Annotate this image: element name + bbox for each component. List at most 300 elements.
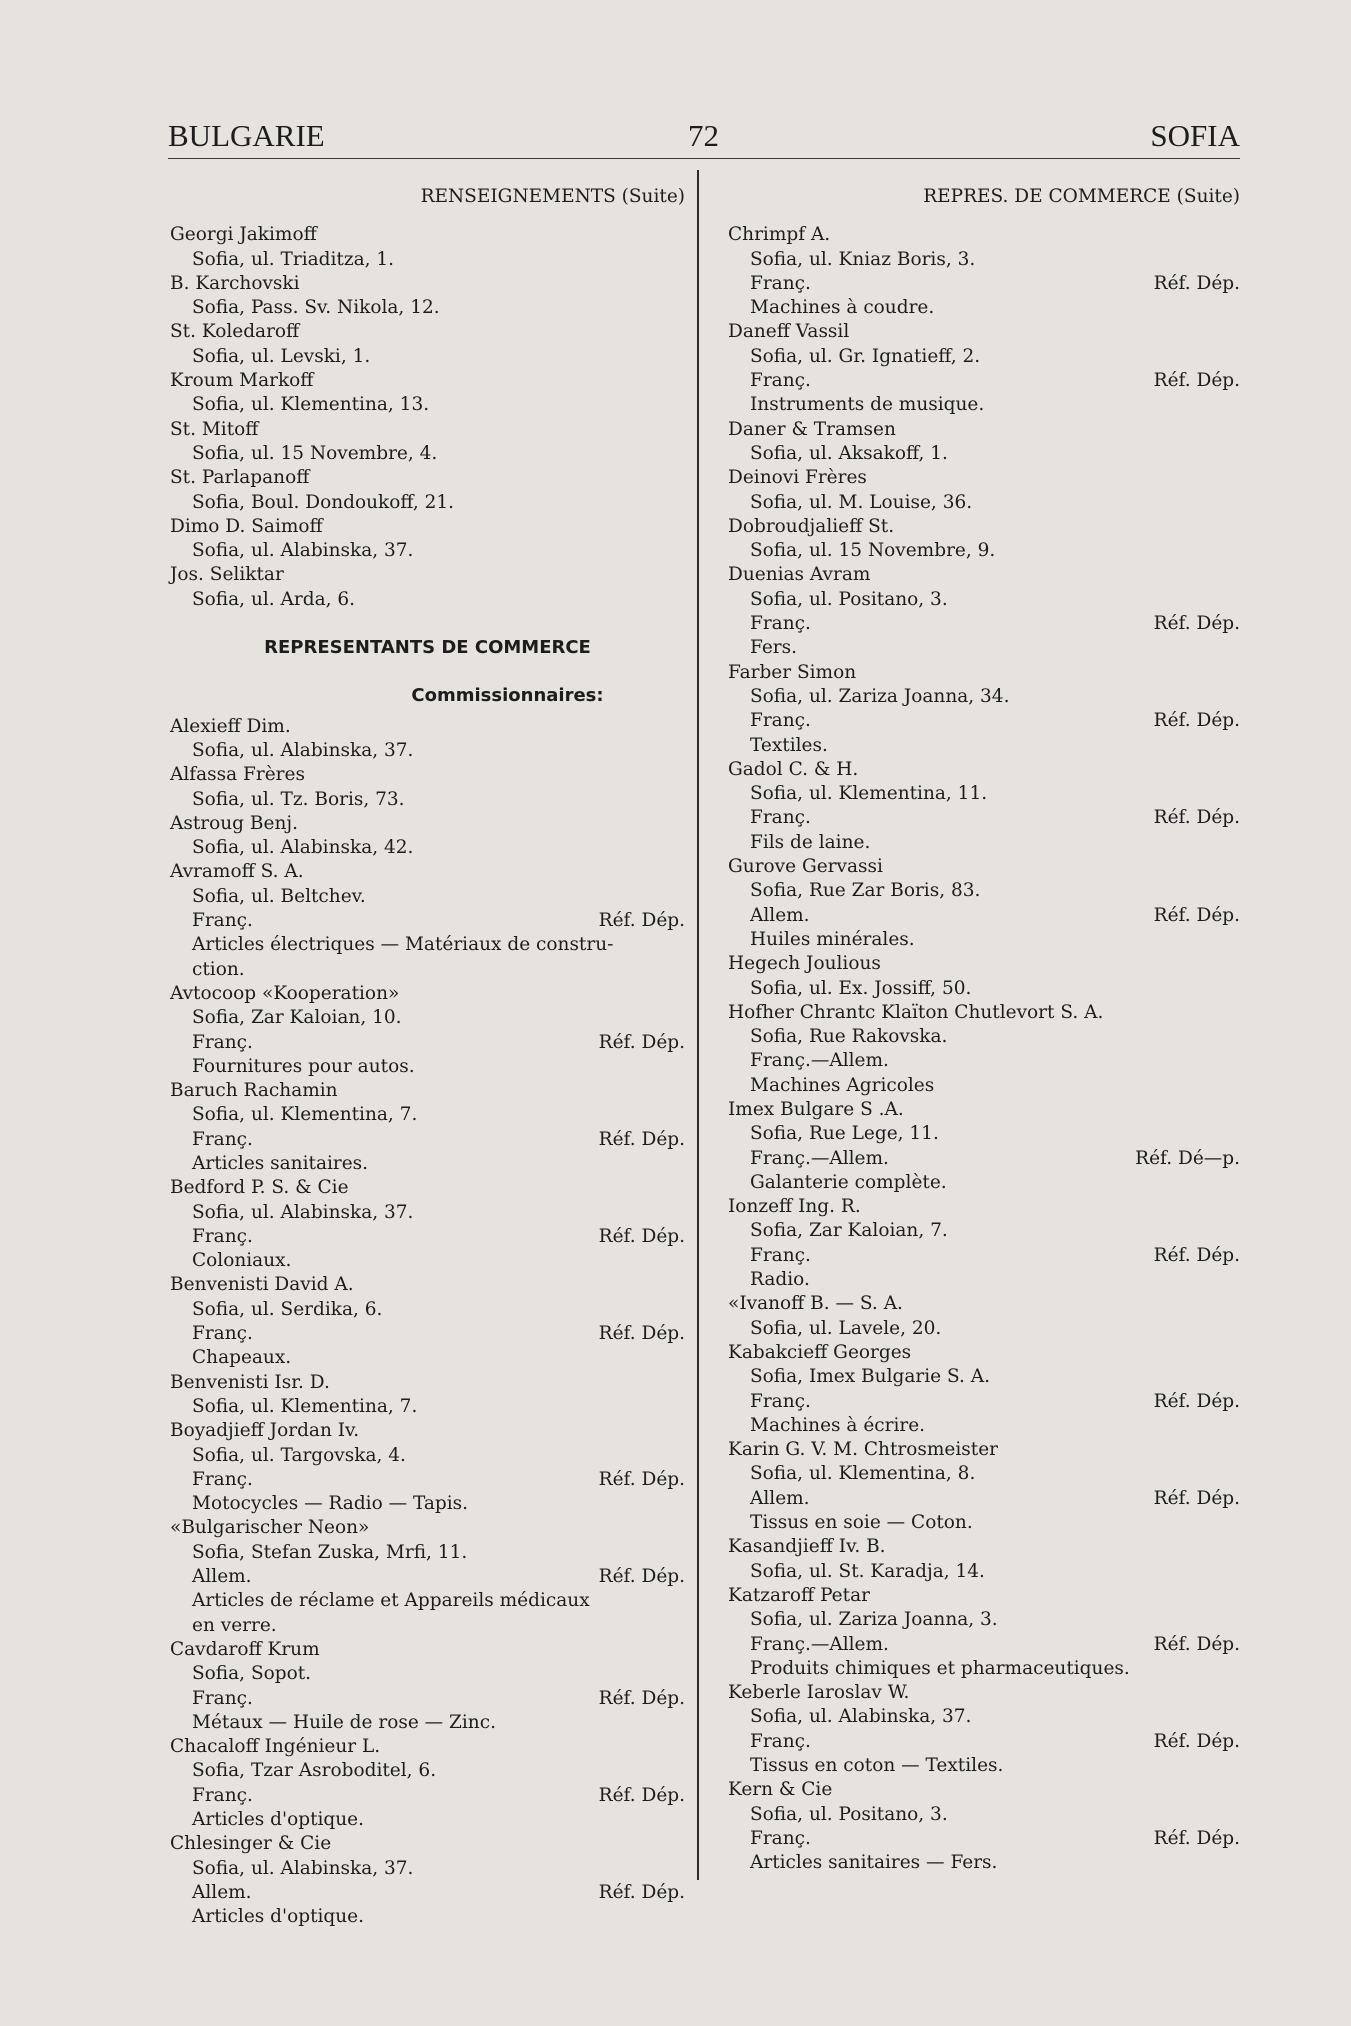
entry-detail-line bbox=[728, 612, 1240, 636]
entry-name-line bbox=[170, 860, 685, 884]
entry-detail-line bbox=[728, 296, 1240, 320]
line-text: Franç. bbox=[750, 710, 811, 732]
entry-detail-line bbox=[728, 928, 1240, 952]
entry-detail-line bbox=[728, 539, 1240, 563]
line-text: Imex Bulgare S .A. bbox=[728, 1098, 904, 1120]
entry-name-line bbox=[728, 661, 1240, 685]
line-text: Machines Agricoles bbox=[750, 1074, 935, 1096]
entry-name-line bbox=[170, 223, 685, 247]
line-text: Sofia, ul. Zariza Joanna, 34. bbox=[750, 685, 1010, 707]
entry-detail-line bbox=[170, 1128, 685, 1152]
reference-label: Réf. Dép. bbox=[1153, 370, 1240, 392]
entry-name-line bbox=[728, 1098, 1240, 1122]
line-text: Sofia, ul. 15 Novembre, 4. bbox=[192, 442, 438, 464]
line-text: Tissus en soie — Coton. bbox=[750, 1512, 973, 1534]
entry-detail-line bbox=[170, 442, 685, 466]
line-text: Sofia, ul. Lavele, 20. bbox=[750, 1317, 942, 1339]
entry-name-line bbox=[170, 418, 685, 442]
entry-detail-line bbox=[728, 879, 1240, 903]
line-text: Franç. bbox=[750, 1390, 811, 1412]
entry-detail-line bbox=[728, 1633, 1240, 1657]
line-text: Chapeaux. bbox=[192, 1347, 292, 1369]
line-text: Coloniaux. bbox=[192, 1250, 292, 1272]
line-text: St. Koledaroff bbox=[170, 321, 300, 343]
line-text: Articles sanitaires — Fers. bbox=[750, 1852, 998, 1874]
line-text: Jos. Seliktar bbox=[170, 564, 284, 586]
line-text: Machines à coudre. bbox=[750, 297, 935, 319]
line-text: Fers. bbox=[750, 637, 797, 659]
line-text: Franç.—Allem. bbox=[750, 1147, 889, 1169]
right-column bbox=[728, 185, 1240, 1875]
line-text: Daner & Tramsen bbox=[728, 418, 896, 440]
reference-label: Réf. Dép. bbox=[598, 1323, 685, 1345]
entry-detail-line bbox=[728, 1147, 1240, 1171]
entry-detail-line bbox=[728, 491, 1240, 515]
line-text: Alexieff Dim. bbox=[170, 715, 291, 737]
line-text: Farber Simon bbox=[728, 661, 857, 683]
entry-name-line bbox=[728, 1584, 1240, 1608]
reference-label: Réf. Dép. bbox=[598, 1225, 685, 1247]
entry-detail-line bbox=[170, 1249, 685, 1273]
line-text: Sofia, ul. Triaditza, 1. bbox=[192, 248, 395, 270]
line-text: en verre. bbox=[192, 1614, 277, 1636]
line-text: Sofia, ul. Klementina, 13. bbox=[192, 394, 430, 416]
entry-detail-line bbox=[728, 1268, 1240, 1292]
entry-name-line bbox=[170, 715, 685, 739]
entry-detail-line bbox=[170, 1589, 685, 1613]
entry-detail-line bbox=[170, 1346, 685, 1370]
entry-name-line bbox=[728, 1001, 1240, 1025]
entry-detail-line bbox=[170, 1687, 685, 1711]
entry-detail-line bbox=[170, 588, 685, 612]
line-text: Sofia, ul. Alabinska, 42. bbox=[192, 837, 414, 859]
entry-detail-line bbox=[728, 1511, 1240, 1535]
entry-name-line bbox=[728, 1535, 1240, 1559]
page-number: 72 bbox=[688, 118, 719, 153]
entry-detail-line bbox=[170, 296, 685, 320]
entry-detail-line bbox=[728, 831, 1240, 855]
right-entries bbox=[728, 223, 1240, 1875]
entry-name-line bbox=[170, 1516, 685, 1540]
entry-name-line bbox=[170, 1735, 685, 1759]
column-divider bbox=[697, 170, 699, 1880]
line-text: Sofia, ul. Serdika, 6. bbox=[192, 1298, 383, 1320]
entry-name-line bbox=[728, 223, 1240, 247]
entry-detail-line bbox=[170, 1614, 685, 1638]
entry-name-line bbox=[728, 418, 1240, 442]
reference-label: Réf. Dép. bbox=[1153, 1390, 1240, 1412]
page-header bbox=[168, 118, 1240, 158]
line-text: Gurove Gervassi bbox=[728, 856, 883, 878]
entry-detail-line bbox=[170, 1541, 685, 1565]
entry-detail-line bbox=[728, 1414, 1240, 1438]
entry-name-line bbox=[728, 320, 1240, 344]
entry-detail-line bbox=[170, 1444, 685, 1468]
line-text: Franç. bbox=[192, 1225, 253, 1247]
line-text: Hegech Joulious bbox=[728, 953, 881, 975]
entry-name-line bbox=[170, 563, 685, 587]
entry-detail-line bbox=[170, 1152, 685, 1176]
reference-label: Réf. Dép. bbox=[598, 910, 685, 932]
entry-detail-line bbox=[728, 1074, 1240, 1098]
entry-detail-line bbox=[728, 345, 1240, 369]
entry-detail-line bbox=[728, 1317, 1240, 1341]
entry-name-line bbox=[728, 1341, 1240, 1365]
entry-detail-line bbox=[728, 977, 1240, 1001]
entry-name-line bbox=[170, 1832, 685, 1856]
line-text: Sofia, ul. Beltchev. bbox=[192, 885, 366, 907]
line-text: Keberle Iaroslav W. bbox=[728, 1682, 910, 1704]
entry-name-line bbox=[170, 272, 685, 296]
line-text: Sofia, ul. Tz. Boris, 73. bbox=[192, 788, 405, 810]
line-text: Franç. bbox=[192, 1128, 253, 1150]
line-text: Deinovi Frères bbox=[728, 467, 867, 489]
reference-label: Réf. Dép. bbox=[598, 1566, 685, 1588]
line-text: Sofia, ul. Alabinska, 37. bbox=[750, 1706, 972, 1728]
line-text: Baruch Rachamin bbox=[170, 1080, 338, 1102]
line-text: Articles d'optique. bbox=[192, 1906, 365, 1928]
entry-detail-line bbox=[170, 345, 685, 369]
line-text: Sofia, ul. Alabinska, 37. bbox=[192, 739, 414, 761]
entry-detail-line bbox=[728, 782, 1240, 806]
reference-label: Réf. Dép. bbox=[598, 1468, 685, 1490]
entry-name-line bbox=[170, 812, 685, 836]
entry-detail-line bbox=[170, 788, 685, 812]
line-text: «Ivanoff B. — S. A. bbox=[728, 1293, 903, 1315]
entry-detail-line bbox=[728, 1705, 1240, 1729]
line-text: Katzaroff Petar bbox=[728, 1584, 870, 1606]
entry-detail-line bbox=[170, 1468, 685, 1492]
entry-name-line bbox=[170, 1273, 685, 1297]
entry-detail-line bbox=[170, 539, 685, 563]
line-text: Sofia, Rue Lege, 11. bbox=[750, 1123, 939, 1145]
spacer bbox=[170, 209, 685, 223]
line-text: Sofia, Rue Zar Boris, 83. bbox=[750, 880, 981, 902]
entry-name-line bbox=[728, 1195, 1240, 1219]
reference-label: Réf. Dép. bbox=[1153, 904, 1240, 926]
line-text: Franç. bbox=[192, 910, 253, 932]
entry-detail-line bbox=[728, 272, 1240, 296]
entry-detail-line bbox=[728, 393, 1240, 417]
line-text: Franç. bbox=[750, 1244, 811, 1266]
line-text: Galanterie complète. bbox=[750, 1171, 947, 1193]
line-text: Franç. bbox=[750, 370, 811, 392]
entry-detail-line bbox=[728, 1803, 1240, 1827]
line-text: Sofia, ul. Alabinska, 37. bbox=[192, 1857, 414, 1879]
line-text: Huiles minérales. bbox=[750, 928, 915, 950]
left-column bbox=[170, 185, 685, 1929]
reference-label: Réf. Dé—p. bbox=[1135, 1147, 1240, 1169]
line-text: Sofia, Zar Kaloian, 10. bbox=[192, 1007, 402, 1029]
line-text: Avramoff S. A. bbox=[170, 861, 304, 883]
reference-label: Réf. Dép. bbox=[598, 1784, 685, 1806]
line-text: Instruments de musique. bbox=[750, 394, 985, 416]
reference-label: Réf. Dép. bbox=[1153, 1633, 1240, 1655]
line-text: Ionzeff Ing. R. bbox=[728, 1196, 861, 1218]
entry-name-line bbox=[170, 1079, 685, 1103]
line-text: Articles d'optique. bbox=[192, 1809, 365, 1830]
entry-detail-line bbox=[170, 1006, 685, 1030]
entry-name-line bbox=[170, 466, 685, 490]
entry-detail-line bbox=[728, 588, 1240, 612]
line-text: Franç. bbox=[750, 272, 811, 294]
line-text: Franç. bbox=[192, 1323, 253, 1345]
entry-detail-line bbox=[170, 1225, 685, 1249]
line-text: Sofia, ul. Positano, 3. bbox=[750, 588, 948, 610]
entry-detail-line bbox=[728, 1462, 1240, 1486]
line-text: Textiles. bbox=[750, 734, 828, 756]
entry-detail-line bbox=[728, 1122, 1240, 1146]
entry-detail-line bbox=[728, 1657, 1240, 1681]
entry-name-line bbox=[170, 1638, 685, 1662]
line-text: Sofia, ul. Klementina, 8. bbox=[750, 1463, 976, 1485]
line-text: Sofia, ul. Gr. Ignatieff, 2. bbox=[750, 345, 981, 367]
reference-label: Réf. Dép. bbox=[1153, 1487, 1240, 1509]
entry-detail-line bbox=[170, 836, 685, 860]
line-text: Métaux — Huile de rose — Zinc. bbox=[192, 1711, 496, 1733]
line-text: Sofia, ul. Positano, 3. bbox=[750, 1803, 948, 1825]
line-text: Benvenisti Isr. D. bbox=[170, 1371, 330, 1393]
left-section-heading: RENSEIGNEMENTS (Suite) bbox=[420, 186, 685, 207]
line-text: St. Parlapanoff bbox=[170, 467, 310, 489]
line-text: Kern & Cie bbox=[728, 1779, 833, 1801]
entry-name-line bbox=[728, 1292, 1240, 1316]
entry-detail-line bbox=[728, 248, 1240, 272]
line-text: St. Mitoff bbox=[170, 418, 259, 440]
entry-detail-line bbox=[170, 1298, 685, 1322]
line-text: Astroug Benj. bbox=[170, 812, 298, 834]
entry-detail-line bbox=[170, 491, 685, 515]
entry-detail-line bbox=[170, 1808, 685, 1832]
left-entries-renseignements bbox=[170, 223, 685, 612]
line-text: Kabakcieff Georges bbox=[728, 1341, 912, 1363]
entry-detail-line bbox=[728, 1827, 1240, 1851]
entry-detail-line bbox=[170, 1857, 685, 1881]
entry-name-line bbox=[728, 1438, 1240, 1462]
entry-detail-line bbox=[170, 1031, 685, 1055]
spacer bbox=[170, 660, 685, 684]
line-text: Allem. bbox=[750, 904, 810, 926]
entry-detail-line bbox=[170, 393, 685, 417]
line-text: Sofia, Zar Kaloian, 7. bbox=[750, 1220, 948, 1242]
reference-label: Réf. Dép. bbox=[598, 1128, 685, 1150]
line-text: Articles électriques — Matériaux de constru- bbox=[192, 934, 614, 956]
line-text: Machines à écrire. bbox=[750, 1414, 926, 1436]
entry-name-line bbox=[170, 515, 685, 539]
line-text: Benvenisti David A. bbox=[170, 1274, 354, 1296]
line-text: Franç. bbox=[192, 1468, 253, 1490]
line-text: Articles de réclame et Appareils médicaux bbox=[192, 1590, 590, 1612]
line-text: ction. bbox=[192, 958, 245, 980]
header-city: SOFIA bbox=[1150, 118, 1240, 153]
reference-label: Réf. Dép. bbox=[1153, 272, 1240, 294]
reference-label: Réf. Dép. bbox=[598, 1687, 685, 1709]
line-text: Sofia, ul. Alabinska, 37. bbox=[192, 540, 414, 562]
line-text: Sofia, ul. Arda, 6. bbox=[192, 588, 356, 610]
entry-detail-line bbox=[170, 1881, 685, 1905]
line-text: Sofia, Imex Bulgarie S. A. bbox=[750, 1366, 990, 1388]
entry-name-line bbox=[170, 982, 685, 1006]
line-text: Sofia, Rue Rakovska. bbox=[750, 1026, 948, 1048]
line-text: Allem. bbox=[750, 1487, 810, 1509]
entry-name-line bbox=[728, 1681, 1240, 1705]
entry-detail-line bbox=[170, 1395, 685, 1419]
entry-detail-line bbox=[170, 1103, 685, 1127]
entry-detail-line bbox=[170, 248, 685, 272]
entry-detail-line bbox=[170, 1759, 685, 1783]
entry-detail-line bbox=[728, 734, 1240, 758]
line-text: Franç. bbox=[192, 1031, 253, 1053]
line-text: Fils de laine. bbox=[750, 831, 871, 853]
reference-label: Réf. Dép. bbox=[1153, 1244, 1240, 1266]
reference-label: Réf. Dép. bbox=[1153, 1730, 1240, 1752]
line-text: Chlesinger & Cie bbox=[170, 1833, 332, 1855]
entry-detail-line bbox=[728, 904, 1240, 928]
entry-detail-line bbox=[728, 1851, 1240, 1875]
line-text: Fournitures pour autos. bbox=[192, 1055, 415, 1077]
line-text: Bedford P. S. & Cie bbox=[170, 1177, 349, 1199]
line-text: Franç. bbox=[750, 1730, 811, 1752]
line-text: Franç. bbox=[750, 613, 811, 635]
entry-detail-line bbox=[170, 1565, 685, 1589]
entry-name-line bbox=[170, 320, 685, 344]
entry-detail-line bbox=[170, 933, 685, 957]
line-text: Sofia, ul. Ex. Jossiff, 50. bbox=[750, 977, 972, 999]
entry-name-line bbox=[170, 1371, 685, 1395]
line-text: Articles sanitaires. bbox=[192, 1152, 369, 1174]
reference-label: Réf. Dép. bbox=[1153, 613, 1240, 635]
entry-detail-line bbox=[170, 1784, 685, 1808]
reference-label: Réf. Dép. bbox=[598, 1031, 685, 1053]
line-text: Allem. bbox=[192, 1566, 252, 1588]
line-text: Franç.—Allem. bbox=[750, 1633, 889, 1655]
reference-label: Réf. Dép. bbox=[1153, 807, 1240, 829]
line-text: Motocycles — Radio — Tapis. bbox=[192, 1493, 469, 1515]
entry-detail-line bbox=[728, 685, 1240, 709]
entry-detail-line bbox=[170, 1201, 685, 1225]
entry-detail-line bbox=[170, 1905, 685, 1929]
entry-detail-line bbox=[728, 1025, 1240, 1049]
line-text: Hofher Chrantc Klaïton Chutlevort S. A. bbox=[728, 1001, 1104, 1023]
line-text: Franç.—Allem. bbox=[750, 1050, 889, 1072]
header-country: BULGARIE bbox=[168, 118, 325, 153]
line-text: Boyadjieff Jordan Iv. bbox=[170, 1420, 360, 1442]
line-text: Alfassa Frères bbox=[170, 764, 305, 786]
entry-detail-line bbox=[728, 636, 1240, 660]
line-text: Sofia, ul. Kniaz Boris, 3. bbox=[750, 248, 976, 270]
line-text: Sofia, ul. Aksakoff, 1. bbox=[750, 442, 948, 464]
line-text: Sofia, ul. Klementina, 7. bbox=[192, 1104, 418, 1126]
entry-detail-line bbox=[728, 1049, 1240, 1073]
line-text: Georgi Jakimoff bbox=[170, 224, 317, 246]
spacer bbox=[170, 612, 685, 636]
entry-name-line bbox=[170, 763, 685, 787]
line-text: Chacaloff Ingénieur L. bbox=[170, 1736, 381, 1758]
entry-detail-line bbox=[728, 1560, 1240, 1584]
line-text: Dobroudjalieff St. bbox=[728, 515, 895, 537]
line-text: Tissus en coton — Textiles. bbox=[750, 1755, 1004, 1776]
entry-name-line bbox=[728, 1778, 1240, 1802]
entry-detail-line bbox=[728, 1390, 1240, 1414]
entry-detail-line bbox=[728, 1244, 1240, 1268]
section-subtitle: Commissionnaires: bbox=[411, 685, 604, 707]
reference-label: Réf. Dép. bbox=[598, 1881, 685, 1903]
entry-name-line bbox=[170, 369, 685, 393]
entry-detail-line bbox=[170, 885, 685, 909]
line-text: Sofia, ul. Alabinska, 37. bbox=[192, 1201, 414, 1223]
line-text: Kroum Markoff bbox=[170, 370, 314, 392]
line-text: Gadol C. & H. bbox=[728, 758, 859, 780]
line-text: Sofia, ul. Klementina, 11. bbox=[750, 783, 988, 805]
header-rule bbox=[168, 158, 1240, 159]
line-text: Sofia, Tzar Asroboditel, 6. bbox=[192, 1760, 437, 1782]
line-text: Sofia, ul. Targovska, 4. bbox=[192, 1444, 406, 1466]
entry-detail-line bbox=[728, 806, 1240, 830]
entry-detail-line bbox=[728, 709, 1240, 733]
right-section-heading: REPRES. DE COMMERCE (Suite) bbox=[923, 186, 1240, 207]
entry-detail-line bbox=[170, 909, 685, 933]
line-text: Produits chimiques et pharmaceutiques. bbox=[750, 1657, 1130, 1679]
line-text: Franç. bbox=[750, 1827, 811, 1849]
entry-detail-line bbox=[728, 1365, 1240, 1389]
entry-detail-line bbox=[728, 1608, 1240, 1632]
entry-name-line bbox=[170, 1176, 685, 1200]
line-text: Franç. bbox=[192, 1687, 253, 1709]
entry-name-line bbox=[170, 1419, 685, 1443]
line-text: Franç. bbox=[750, 807, 811, 829]
line-text: Kasandjieff Iv. B. bbox=[728, 1536, 886, 1558]
entry-detail-line bbox=[170, 1055, 685, 1079]
reference-label: Réf. Dép. bbox=[1153, 710, 1240, 732]
line-text: «Bulgarischer Neon» bbox=[170, 1517, 370, 1539]
entry-detail-line bbox=[728, 1730, 1240, 1754]
entry-detail-line bbox=[170, 1711, 685, 1735]
line-text: Sofia, ul. M. Louise, 36. bbox=[750, 491, 973, 513]
entry-name-line bbox=[728, 466, 1240, 490]
line-text: Sofia, Sopot. bbox=[192, 1663, 312, 1685]
entry-detail-line bbox=[170, 1662, 685, 1686]
entry-detail-line bbox=[728, 1754, 1240, 1778]
entry-detail-line bbox=[170, 739, 685, 763]
entry-name-line bbox=[728, 855, 1240, 879]
line-text: Sofia, Pass. Sv. Nikola, 12. bbox=[192, 297, 440, 319]
section-title: REPRESENTANTS DE COMMERCE bbox=[264, 637, 591, 659]
line-text: Franç. bbox=[192, 1784, 253, 1806]
line-text: Daneff Vassil bbox=[728, 321, 850, 343]
entry-detail-line bbox=[728, 1171, 1240, 1195]
line-text: Sofia, ul. Klementina, 7. bbox=[192, 1395, 418, 1417]
entry-name-line bbox=[728, 952, 1240, 976]
left-entries-commissionnaires bbox=[170, 715, 685, 1930]
line-text: Sofia, ul. Levski, 1. bbox=[192, 345, 371, 367]
line-text: Avtocoop «Kooperation» bbox=[170, 982, 400, 1004]
line-text: Duenias Avram bbox=[728, 564, 871, 586]
spacer bbox=[728, 209, 1240, 223]
line-text: Sofia, ul. 15 Novembre, 9. bbox=[750, 540, 996, 562]
line-text: Dimo D. Saimoff bbox=[170, 515, 323, 537]
entry-detail-line bbox=[728, 442, 1240, 466]
entry-detail-line bbox=[728, 369, 1240, 393]
entry-detail-line bbox=[728, 1219, 1240, 1243]
entry-name-line bbox=[728, 563, 1240, 587]
line-text: Cavdaroff Krum bbox=[170, 1638, 320, 1660]
entry-detail-line bbox=[170, 1322, 685, 1346]
entry-detail-line bbox=[170, 958, 685, 982]
line-text: Radio. bbox=[750, 1269, 810, 1291]
line-text: Karin G. V. M. Chtrosmeister bbox=[728, 1439, 998, 1461]
line-text: B. Karchovski bbox=[170, 272, 300, 294]
entry-name-line bbox=[728, 758, 1240, 782]
